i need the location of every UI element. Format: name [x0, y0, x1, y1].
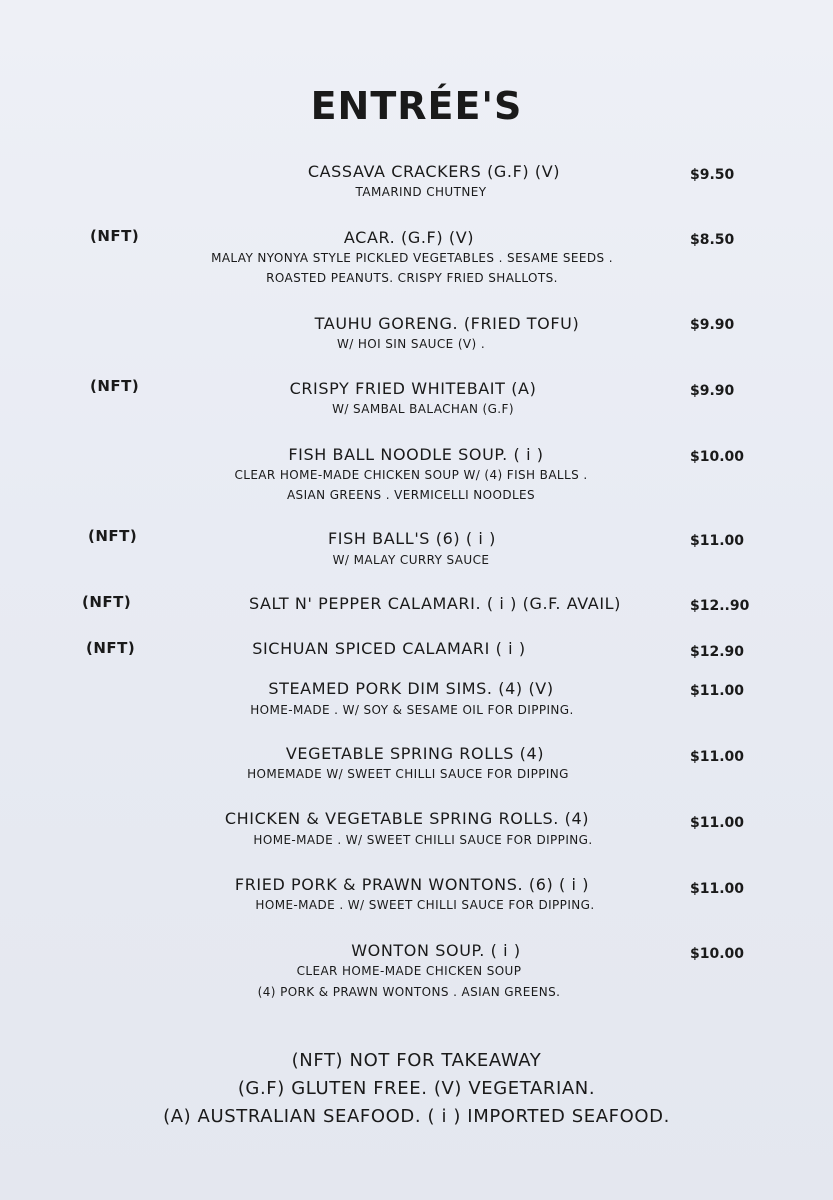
menu-item-price: $12..90 — [690, 598, 750, 614]
menu-item-price: $8.50 — [690, 232, 735, 248]
menu-item-description: (4) PORK & PRAWN WONTONS . ASIAN GREENS. — [257, 985, 561, 999]
menu-item-price: $9.90 — [690, 317, 735, 333]
menu-item-description: ROASTED PEANUTS. CRISPY FRIED SHALLOTS. — [266, 271, 558, 285]
menu-item-price: $11.00 — [690, 881, 745, 897]
menu-item-name: SALT N' PEPPER CALAMARI. ( i ) (G.F. AVAIL) — [248, 594, 622, 613]
menu-item-description: HOME-MADE . W/ SWEET CHILLI SAUCE FOR DIPPING. — [253, 833, 593, 847]
menu-item-price: $11.00 — [690, 533, 745, 549]
menu-item-price: $11.00 — [690, 749, 745, 765]
menu-item-description: HOMEMADE W/ SWEET CHILLI SAUCE FOR DIPPING — [247, 767, 569, 781]
nft-badge: (NFT) — [82, 593, 132, 611]
menu-item-price: $10.00 — [690, 449, 745, 465]
menu-item-price: $12.90 — [690, 644, 745, 660]
menu-item-description: W/ SAMBAL BALACHAN (G.F) — [332, 402, 514, 416]
menu-item-name: FRIED PORK & PRAWN WONTONS. (6) ( i ) — [234, 875, 590, 894]
legend-line: (NFT) NOT FOR TAKEAWAY — [291, 1050, 542, 1071]
menu-item-name: CASSAVA CRACKERS (G.F) (V) — [307, 162, 561, 181]
menu-item-description: TAMARIND CHUTNEY — [355, 185, 487, 199]
menu-item-description: W/ MALAY CURRY SAUCE — [332, 553, 490, 567]
menu-item-price: $11.00 — [690, 815, 745, 831]
menu-title: ENTRÉE'S — [310, 84, 523, 128]
menu-item-name: STEAMED PORK DIM SIMS. (4) (V) — [268, 679, 554, 698]
menu-item-description: W/ HOI SIN SAUCE (V) . — [336, 337, 486, 351]
nft-badge: (NFT) — [90, 227, 140, 245]
nft-badge: (NFT) — [86, 639, 136, 657]
menu-item-description: MALAY NYONYA STYLE PICKLED VEGETABLES . SESAME SEEDS . — [211, 251, 613, 265]
menu-item-name: WONTON SOUP. ( i ) — [351, 941, 521, 960]
menu-item-name: ACAR. (G.F) (V) — [343, 228, 475, 247]
menu-item-description: CLEAR HOME-MADE CHICKEN SOUP — [296, 964, 522, 978]
menu-item-description: HOME-MADE . W/ SWEET CHILLI SAUCE FOR DIPPING. — [255, 898, 595, 912]
nft-badge: (NFT) — [90, 377, 140, 395]
menu-item-name: CHICKEN & VEGETABLE SPRING ROLLS. (4) — [224, 809, 590, 828]
legend-line: (A) AUSTRALIAN SEAFOOD. ( i ) IMPORTED SEAFOOD. — [163, 1106, 670, 1127]
menu-item-name: CRISPY FRIED WHITEBAIT (A) — [289, 379, 537, 398]
menu-item-name: FISH BALL NOODLE SOUP. ( i ) — [288, 445, 544, 464]
menu-item-name: SICHUAN SPICED CALAMARI ( i ) — [252, 639, 526, 658]
menu-item-description: CLEAR HOME-MADE CHICKEN SOUP W/ (4) FISH BALLS . — [234, 468, 588, 482]
menu-item-price: $11.00 — [690, 683, 745, 699]
menu-item-price: $9.50 — [690, 167, 735, 183]
nft-badge: (NFT) — [88, 527, 138, 545]
menu-item-name: FISH BALL'S (6) ( i ) — [327, 529, 497, 548]
menu-item-description: ASIAN GREENS . VERMICELLI NOODLES — [286, 488, 536, 502]
menu-item-price: $9.90 — [690, 383, 735, 399]
legend-line: (G.F) GLUTEN FREE. (V) VEGETARIAN. — [237, 1078, 596, 1099]
menu-item-name: TAUHU GORENG. (FRIED TOFU) — [314, 314, 580, 333]
menu-item-description: HOME-MADE . W/ SOY & SESAME OIL FOR DIPPING. — [250, 703, 574, 717]
menu-item-name: VEGETABLE SPRING ROLLS (4) — [285, 744, 545, 763]
menu-item-price: $10.00 — [690, 946, 745, 962]
